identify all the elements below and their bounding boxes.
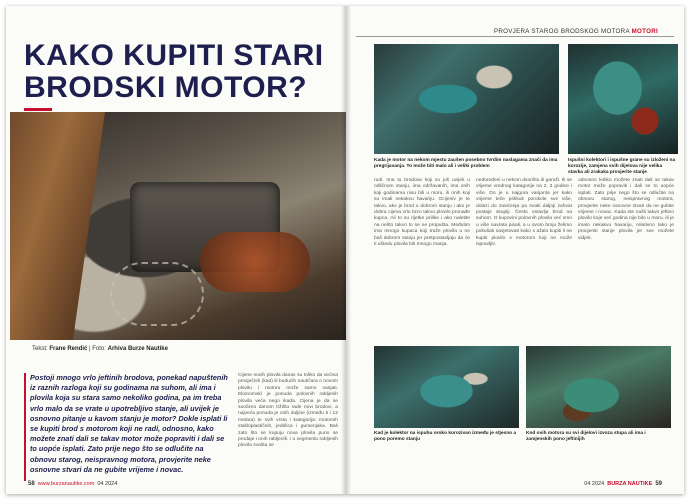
caption-photo-1: Kada je motor na nekom mjestu zaušen posebno tvrdim naslagama znači da ima pregrijavanja. To može biti malo ali i veliki problem (374, 158, 558, 169)
photo-exhaust-collector (568, 44, 678, 154)
footer-brand: BURZA NAUTIKE (607, 481, 653, 487)
footer-date-right: 04 2024 (584, 481, 605, 487)
caption-photo-2: Ispušni kolektori i ispušne grane su izloženi na korozije, zamjena svih dijelova nije velika stavka ali zrakaka provjerite stanje (568, 158, 676, 175)
page-gutter (341, 6, 351, 494)
headline-accent-line (24, 108, 52, 111)
left-page (6, 6, 346, 494)
body-column-2: nedoređeni u nekom dvorištu ili garaži. Ili se vrijeme vrednog katagorije na 2, 3 godine i više. Do je u najgora varijanta jer kako vrijeme teče prilikuk porokole sve više, dolazi do zasićenja pa svaki daljnji zahvat postaje skuplji. Često ostavlja brod na suhom. O kupovini polovnih plovila već smo u više navrata pisali, a u ovom broju želimo pokušati savjetovati kako s ažalo kupiti li ne kupiti plovilo s motorom koji ne može ispravljiti. (476, 178, 572, 248)
body-column (238, 373, 338, 478)
photo-engine-overheat (374, 44, 559, 154)
magazine-spread (6, 6, 684, 494)
photo-credit (32, 346, 168, 352)
right-footer (584, 481, 662, 487)
footer-website: www.burzanautike.com (37, 481, 95, 487)
body-column-1: rudi. Ima tu brodova koji su još uvijek u odličnom stanju, ima održavanih, ima onih koji godinama nisu bili u moru, ili onih koji su imali nekakvu havariju. Ocijeniv je te takvo, ako je brod u dobrom stanju i ako je dobra cijena vrlo brzo takvo plovilo pronađe kupca. Ali to su rijetke prilike i ako naletite na nešto takvo to se ne propušta. Međutim ima mnogo kupaca koji traže plovila u ne baš dobrom stanju jer pretpostavljaju da će ti uštedu plovila biti mnogo manja. (374, 178, 470, 248)
credit-label: Tekst: (32, 346, 48, 352)
photo-corroded-collector (374, 346, 519, 428)
article-headline: KAKO KUPITI STARI BRODSKI MOTOR? (24, 39, 324, 104)
photo-engine-parts (526, 346, 671, 428)
footer-date-left: 04 2024 (97, 481, 118, 487)
right-page (346, 6, 684, 494)
photo-wood-hull (10, 112, 105, 340)
section-divider (356, 36, 674, 37)
credit-source: Arhiva Burze Nautike (107, 346, 168, 352)
credit-author: Frane Rendić (49, 346, 88, 352)
caption-photo-4: Kod ovih motora su svi dijelovi izvoza stupa ali ima i zamjenskih pono jeftinijih (526, 431, 646, 442)
photo-wires (110, 262, 204, 326)
body-column-3: odnosno koliko možete znati dali se takav motor može popraviti i dali se to uopće isplati. Zato prije nego što se odlučite na obnovu starog, neispravnog motora, provjerite neke osnovne stvari da ne gubite vrijeme i novac. Kada ste našli takvo jeftino plovilo koje već godina nije bilo u moru, ili je imalo nekakvu havariju, relativno lako je procjeniti stanje plovila jer sve možete vidjeti. (578, 178, 674, 241)
main-photo-old-engine (10, 112, 346, 340)
page-number-right: 59 (655, 481, 662, 487)
section-label: PROVJERA STAROG BRODSKOG MOTORA (493, 28, 630, 35)
page-number-left: 58 (28, 481, 35, 487)
section-tag: MOTORI (631, 28, 658, 35)
credit-separator: | Foto: (89, 346, 106, 352)
left-footer (28, 481, 117, 487)
caption-photo-3: Kad je kolektor na ispuhu oroko korozivan između je stjesno a pono poremo stanju (374, 431, 517, 442)
photo-rust-part (200, 232, 310, 292)
section-header (494, 28, 658, 35)
lede-accent-bar (24, 373, 26, 481)
article-lede: Postoji mnogo vrlo jeftinih brodova, ponekad napuštenih iz raznih razloga koji su godinama na suhom, ali ima i plovila koja su stara samo nekoliko godina, pa im treba vrlo malo da se vrate u upotrebljivo stanje, ali uvijek je osnovno pitanje u kavom stanju je motor? Dokle isplati li se kupiti brod s motorom koji ne radi, odnosno, kako možete znati dali se takav motor može popraviti i dali se to uopće isplati. Zato prije nego što se odlučite na obnovu starog, neispravnog motora, provjerite neke osnovne stvari da ne gubite vrijeme i novac. (30, 373, 228, 474)
body-column-text: Cijene novih plovila danas su toliko da većina prosječnih (kad) ili budućih nautičara o novom plovilu i motoru može samo sanjati. Ekonomski je ponuda polovnih rabljenih plovila veća nego ikada. Cijena je da se suočimo danom tržištu rade novi brodovi, a najveća ponuda je onih duljine (između 5 i 12 metara) te svih vrsta i kategorija: motornih stakloplastičnih, jedrilica i gumenjaka. Baš zato što se kupuju nova plovila puno se prodaje i onih rabljenih, i u segmentu rabljenih plovila svašta se (238, 373, 338, 449)
